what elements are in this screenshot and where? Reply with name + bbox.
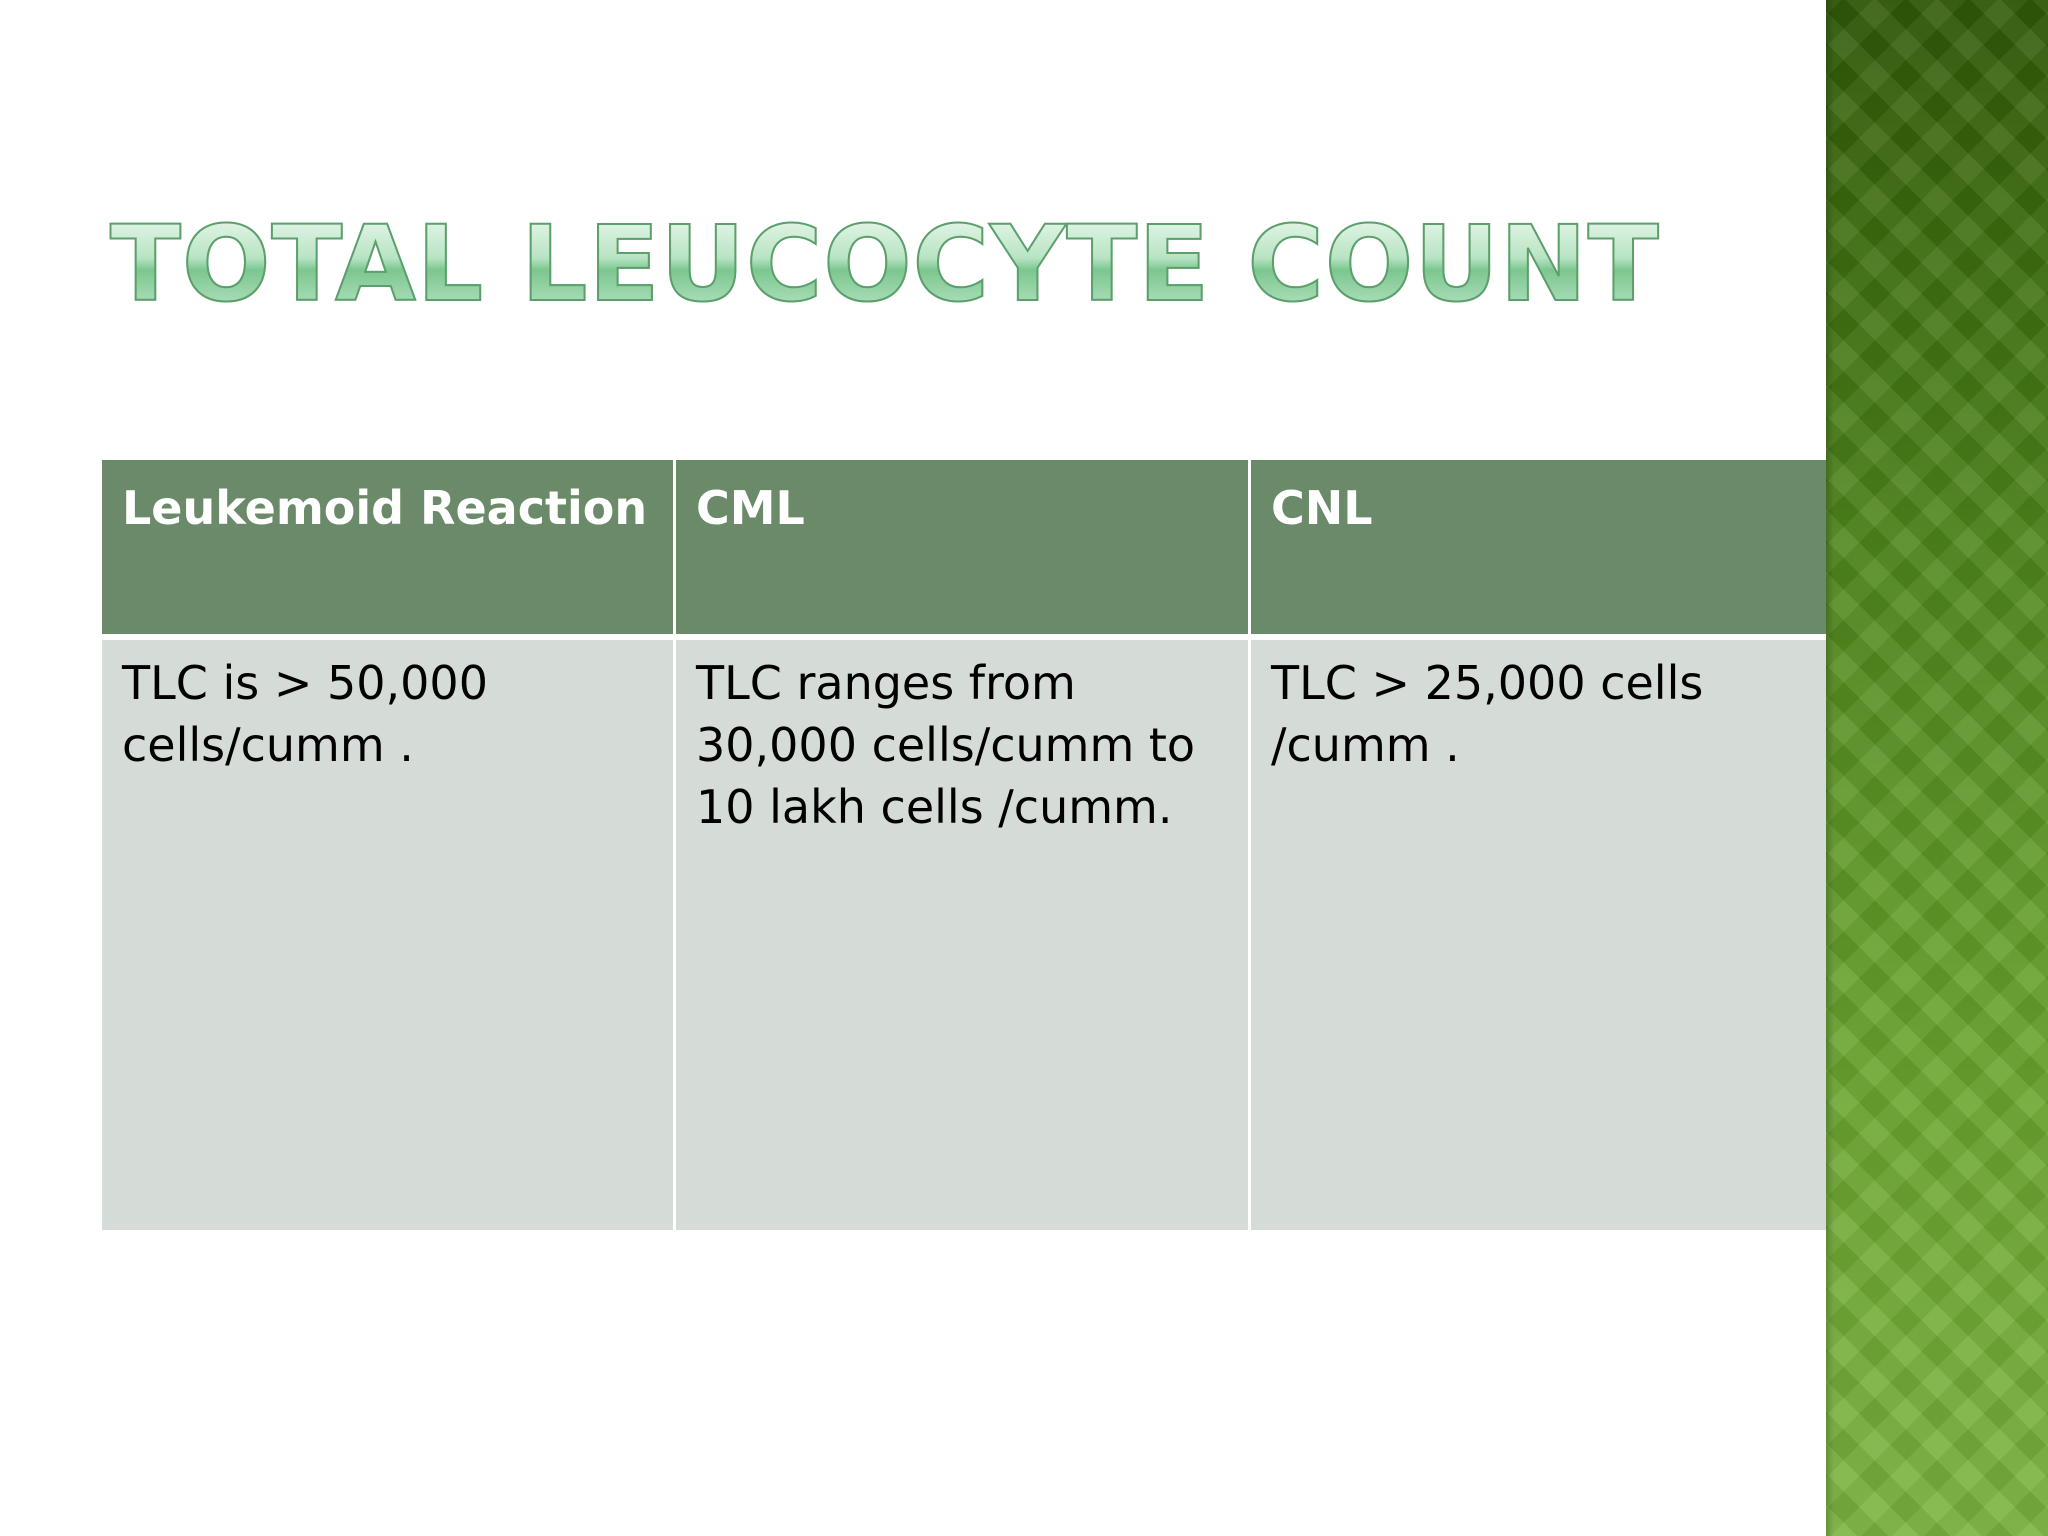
- comparison-table: [102, 460, 1826, 1230]
- table-row: [102, 640, 1826, 1230]
- cell-leukemoid-tlc: TLC is > 50,000 cells/cumm .: [102, 640, 676, 1230]
- table-header-row: [102, 460, 1826, 640]
- cell-cml-tlc: TLC ranges from 30,000 cells/cumm to 10 lakh cells /cumm.: [676, 640, 1251, 1230]
- cell-cnl-tlc: TLC > 25,000 cells /cumm .: [1251, 640, 1826, 1230]
- header-leukemoid-reaction: Leukemoid Reaction: [102, 460, 676, 640]
- slide-title: TOTAL LEUCOCYTE COUNT: [110, 204, 1750, 324]
- header-cml: CML: [676, 460, 1251, 640]
- decorative-side-band: [1826, 0, 2048, 1536]
- header-cnl: CNL: [1251, 460, 1826, 640]
